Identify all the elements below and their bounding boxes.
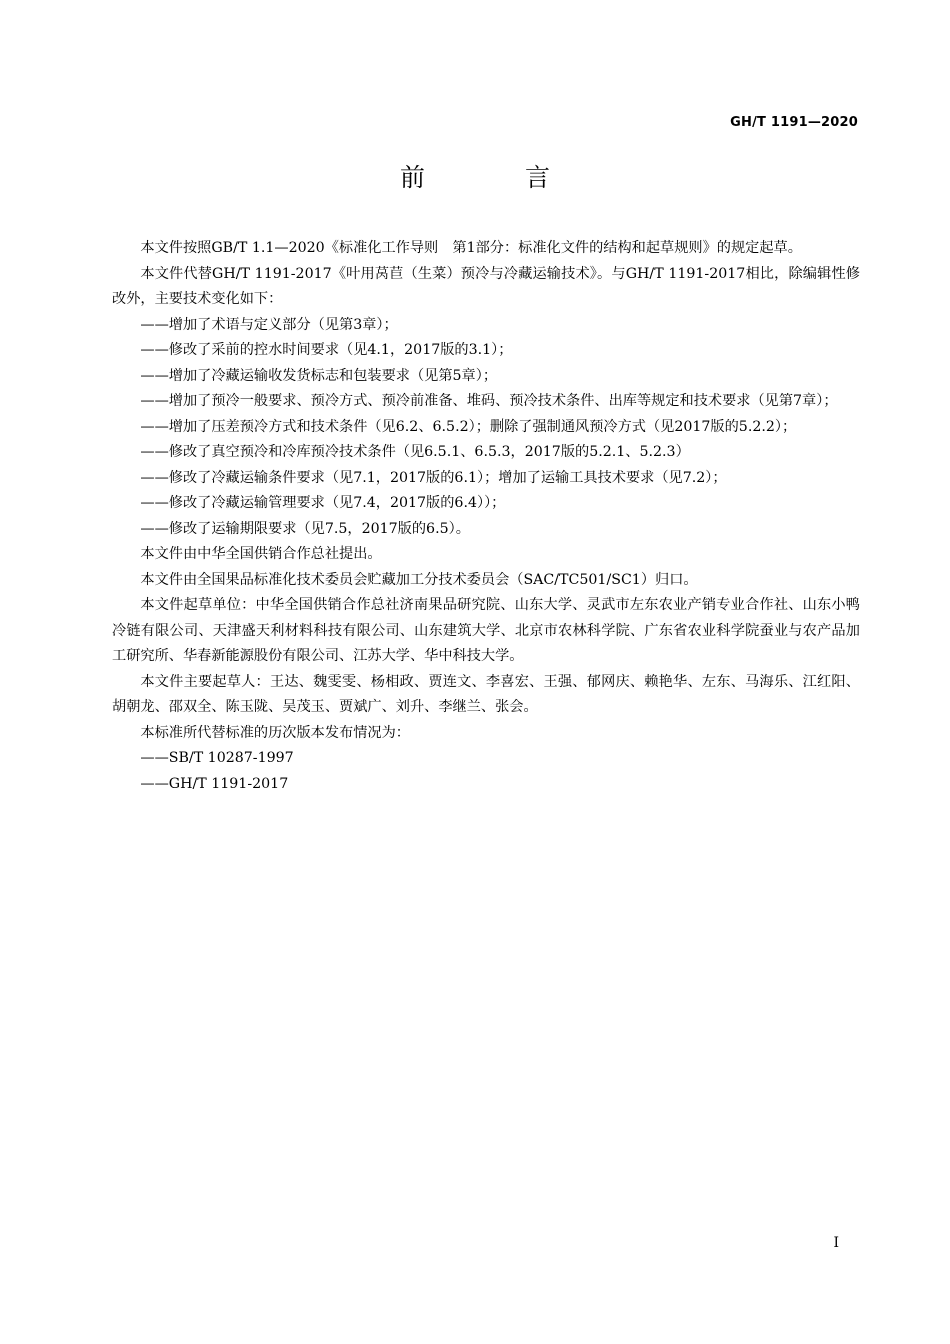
change-item: ——修改了冷藏运输条件要求（见7.1，2017版的6.1）；增加了运输工具技术要求（见7.2）； <box>140 469 727 486</box>
paragraph-drafting-rule: 本文件按照GB/T 1.1—2020《标准化工作导则 第1部分：标准化文件的结构和起草规则》的规定起草。 <box>140 240 802 256</box>
change-item: ——增加了预冷一般要求、预冷方式、预冷前准备、堆码、预冷技术条件、出库等规定和技术要求（见第7章）； <box>140 393 838 409</box>
paragraph-drafters: 本文件主要起草人：王达、魏雯雯、杨相政、贾连文、李喜宏、王强、郁网庆、赖艳华、左东、马海乐、江红阳、胡朝龙、邵双全、陈玉陇、吴茂玉、贾斌广、刘升、李继兰、张会。 <box>112 673 860 715</box>
change-item: ——修改了采前的控水时间要求（见4.1，2017版的3.1）； <box>140 342 513 358</box>
change-item: ——增加了冷藏运输收发货标志和包装要求（见第5章）； <box>140 367 498 384</box>
change-item: ——增加了压差预冷方式和技术条件（见6.2、6.5.2）；删除了强制通风预冷方式（见2017版的5.2.2）； <box>140 418 797 435</box>
paragraph-drafting-units: 本文件起草单位：中华全国供销合作总社济南果品研究院、山东大学、灵武市左东农业产销专业合作社、山东小鸭冷链有限公司、天津盛天利材料科技有限公司、山东建筑大学、北京市农林科学院、广东省农业科学院蚕业与农产品加工研究所、华春新能源股份有限公司、江苏大学、华中科技大学。 <box>112 597 860 664</box>
foreword-body <box>112 236 860 797</box>
change-item: ——修改了真空预冷和冷库预冷技术条件（见6.5.1、6.5.3，2017版的5.2.1、5.2.3） <box>140 444 690 460</box>
change-item: ——增加了术语与定义部分（见第3章）； <box>140 316 398 333</box>
page-title: 前 言 <box>400 163 596 192</box>
paragraph-replacement: 本文件代替GH/T 1191-2017《叶用莴苣（生菜）预冷与冷藏运输技术》。与GH/T 1191-2017相比，除编辑性修改外，主要技术变化如下： <box>112 265 860 307</box>
page-number: I <box>833 1235 839 1251</box>
document-code: GH/T 1191—2020 <box>730 115 858 130</box>
previous-edition-item: ——SB/T 10287-1997 <box>140 750 294 766</box>
change-item: ——修改了运输期限要求（见7.5，2017版的6.5）。 <box>140 520 470 537</box>
paragraph-previous-editions: 本标准所代替标准的历次版本发布情况为： <box>140 724 410 741</box>
paragraph-responsible-committee: 本文件由全国果品标准化技术委员会贮藏加工分技术委员会（SAC/TC501/SC1）归口。 <box>140 571 698 588</box>
change-item: ——修改了冷藏运输管理要求（见7.4，2017版的6.4））； <box>140 495 506 511</box>
previous-edition-item: ——GH/T 1191-2017 <box>140 775 289 792</box>
paragraph-proposer: 本文件由中华全国供销合作总社提出。 <box>140 546 382 562</box>
